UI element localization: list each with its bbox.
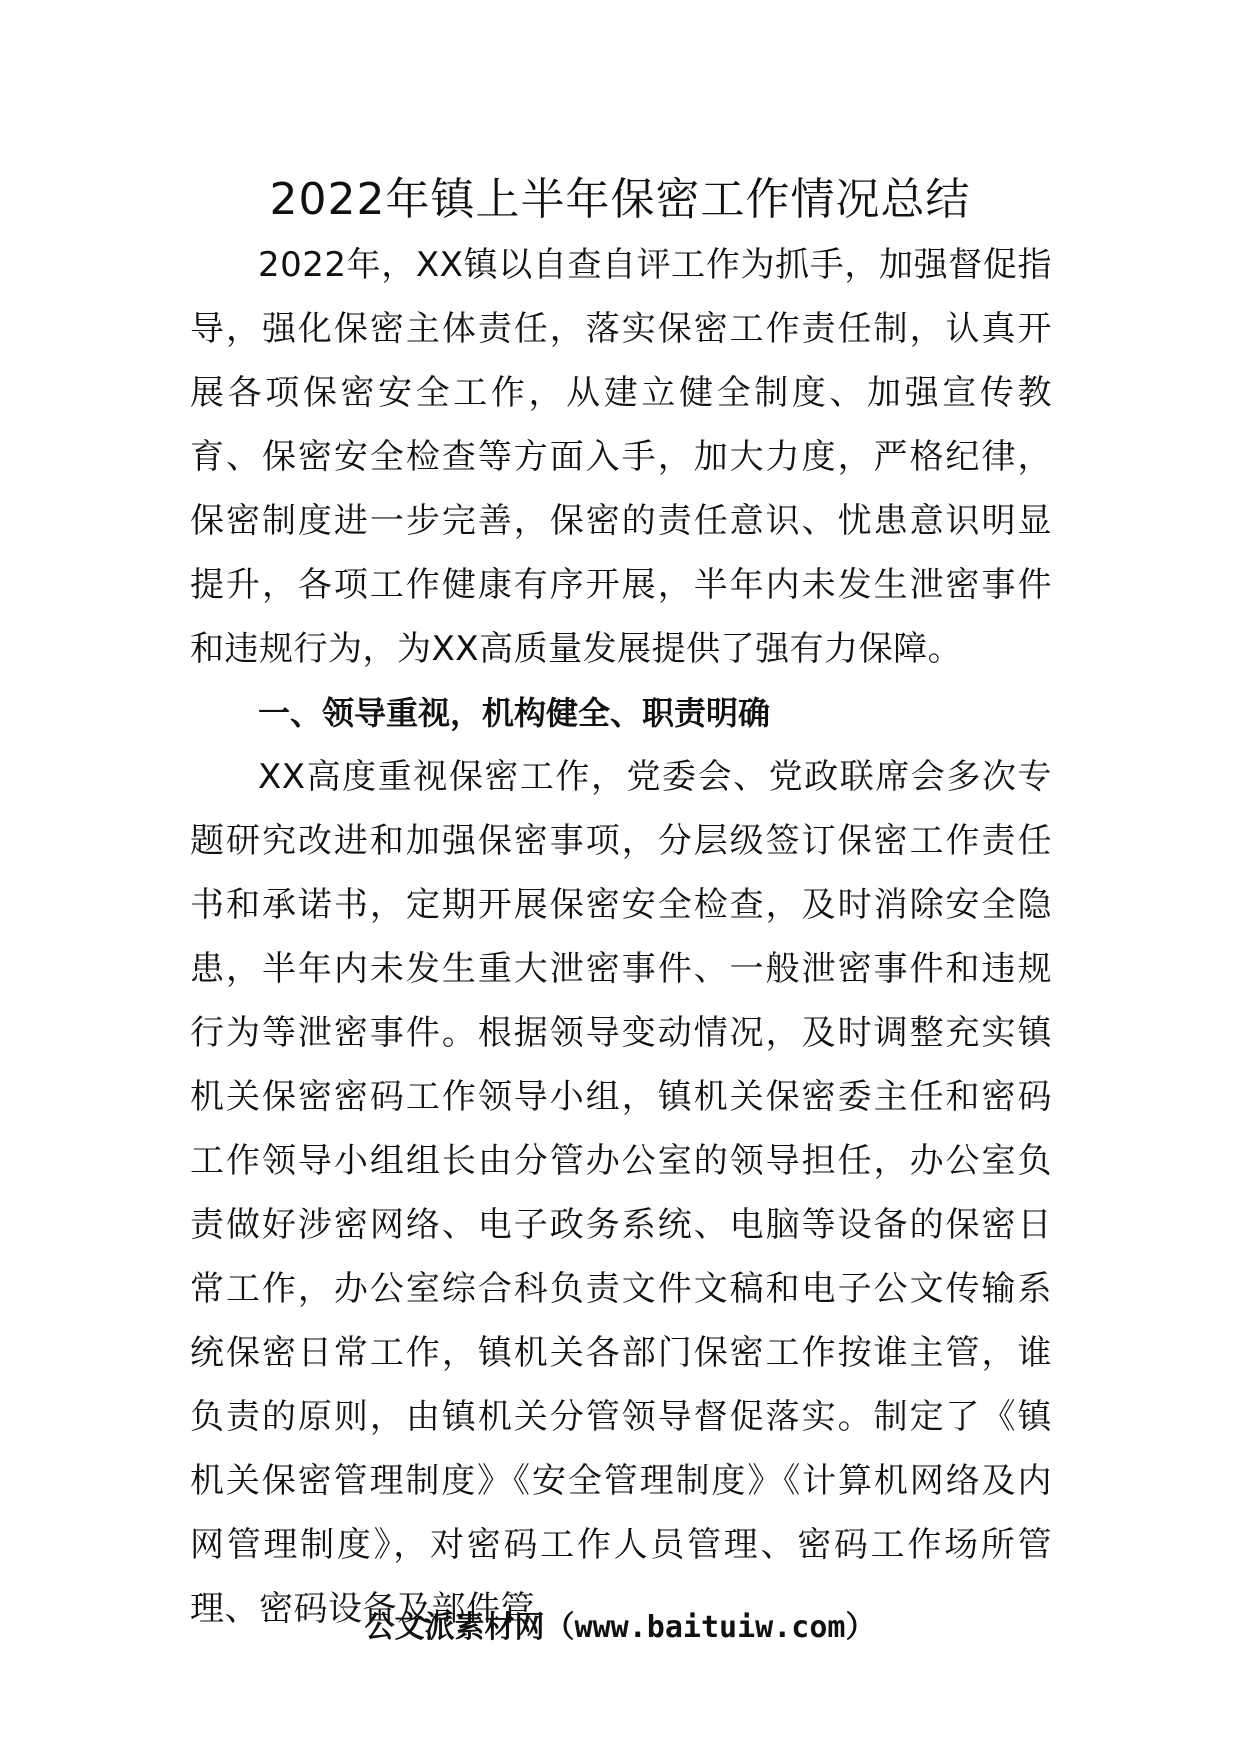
document-title: 2022年镇上半年保密工作情况总结	[269, 174, 971, 225]
document-body	[190, 233, 1052, 1641]
intro-paragraph: 2022年，XX镇以自查自评工作为抓手，加强督促指导，强化保密主体责任，落实保密工作责任制，认真开展各项保密安全工作，从建立健全制度、加强宣传教育、保密安全检查等方面入手，加大力度，严格纪律，保密制度进一步完善，保密的责任意识、忧患意识明显提升，各项工作健康有序开展，半年内未发生泄密事件和违规行为，为XX高质量发展提供了强有力保障。	[190, 245, 1052, 669]
section-heading: 一、领导重视，机构健全、职责明确	[258, 694, 771, 732]
section-paragraph: XX高度重视保密工作，党委会、党政联席会多次专题研究改进和加强保密事项，分层级签订保密工作责任书和承诺书，定期开展保密安全检查，及时消除安全隐患，半年内未发生重大泄密事件、一般泄密事件和违规行为等泄密事件。根据领导变动情况，及时调整充实镇机关保密密码工作领导小组，镇机关保密委主任和密码工作领导小组组长由分管办公室的领导担任，办公室负责做好涉密网络、电子政务系统、电脑等设备的保密日常工作，办公室综合科负责文件文稿和电子公文传输系统保密日常工作，镇机关各部门保密工作按谁主管，谁负责的原则，由镇机关分管领导督促落实。制定了《镇机关保密管理制度》《安全管理制度》《计算机网络及内网管理制度》，对密码工作人员管理、密码工作场所管理、密码设备及部件管	[190, 757, 1052, 1629]
footer-watermark: 公文派素材网（www.baituiw.com）	[364, 1610, 876, 1645]
